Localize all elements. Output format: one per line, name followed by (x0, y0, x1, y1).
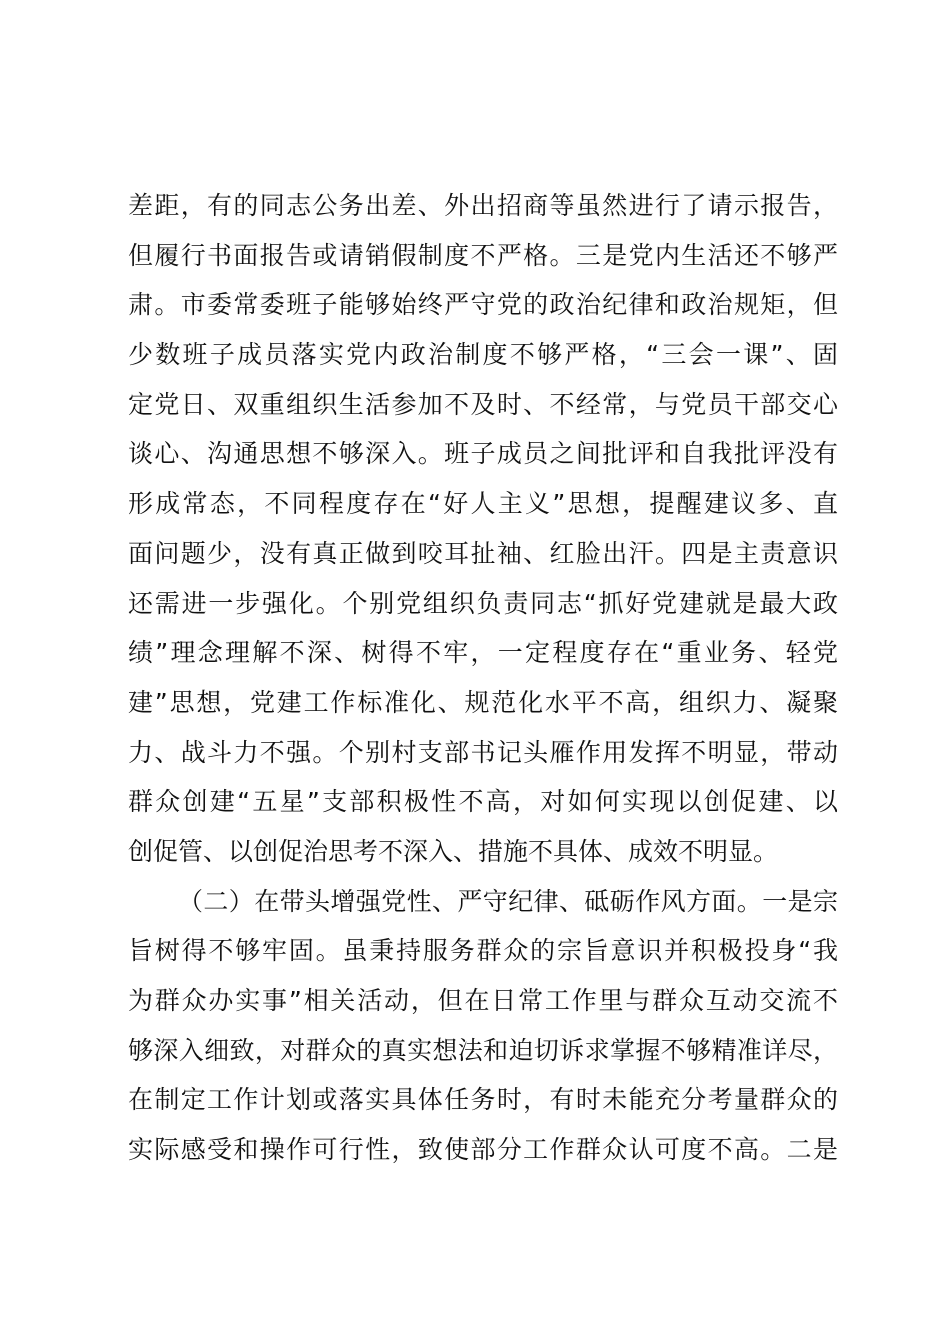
text-line: 但履行书面报告或请销假制度不严格。三是党内生活还不够严 (128, 240, 838, 270)
text-line: 力、战斗力不强。个别村支部书记头雁作用发挥不明显，带动 (128, 737, 838, 767)
text-line: 定党日、双重组织生活参加不及时、不经常，与党员干部交心 (128, 389, 838, 419)
text-line: 群众创建“五星”支部积极性不高，对如何实现以创促建、以 (128, 787, 838, 817)
text-line: 够深入细致，对群众的真实想法和迫切诉求掌握不够精准详尽， (128, 1035, 838, 1065)
text-line: 面问题少，没有真正做到咬耳扯袖、红脸出汗。四是主责意识 (128, 538, 838, 568)
text-line: 形成常态，不同程度存在“好人主义”思想，提醒建议多、直 (128, 489, 838, 519)
text-line: 在制定工作计划或落实具体任务时，有时未能充分考量群众的 (128, 1085, 838, 1115)
text-line: 还需进一步强化。个别党组织负责同志“抓好党建就是最大政 (128, 588, 838, 618)
text-line: 旨树得不够牢固。虽秉持服务群众的宗旨意识并积极投身“我 (128, 936, 838, 966)
text-line: 建”思想，党建工作标准化、规范化水平不高，组织力、凝聚 (128, 687, 838, 717)
text-line: 为群众办实事”相关活动，但在日常工作里与群众互动交流不 (128, 986, 838, 1015)
text-line: 差距，有的同志公务出差、外出招商等虽然进行了请示报告， (128, 191, 838, 220)
paragraph-end-line: 创促管、以创促治思考不深入、措施不具体、成效不明显。 (128, 836, 779, 866)
text-line: 绩”理念理解不深、树得不牢，一定程度存在“重业务、轻党 (128, 638, 838, 668)
text-line: 谈心、沟通思想不够深入。班子成员之间批评和自我批评没有 (128, 439, 838, 469)
text-line: 少数班子成员落实党内政治制度不够严格，“三会一课”、固 (128, 340, 838, 370)
section-heading-line: （二）在带头增强党性、严守纪律、砥砺作风方面。一是宗 (178, 886, 838, 916)
text-line: 肃。市委常委班子能够始终严守党的政治纪律和政治规矩，但 (128, 290, 838, 320)
body-text (128, 181, 838, 1175)
text-line: 实际感受和操作可行性，致使部分工作群众认可度不高。二是 (128, 1135, 838, 1165)
